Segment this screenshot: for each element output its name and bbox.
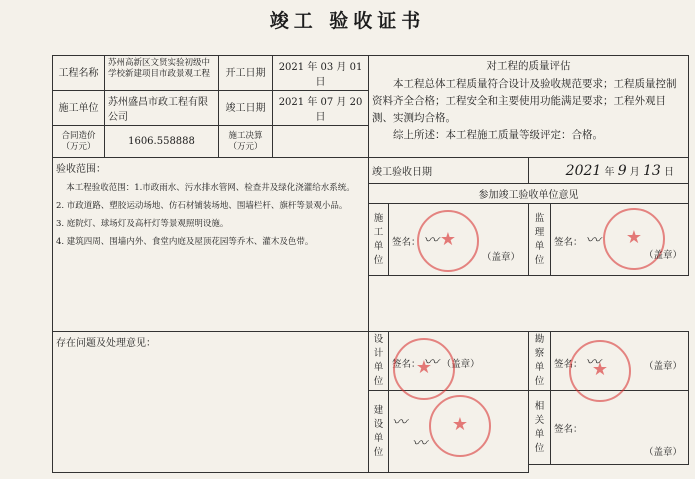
scope-item-2: 2. 市政道路、塑胶运动场地、仿石材铺装场地、围墙栏杆、旗杆等景观小品。 — [56, 201, 348, 211]
survey-unit-signature: ★ 签名： 〰 （盖章） — [551, 332, 689, 391]
build-unit-signature — [389, 391, 529, 473]
builder-value: 苏州盛昌市政工程有限公司 — [105, 91, 219, 126]
acceptance-date-label: 竣工验收日期 — [369, 158, 529, 184]
design-unit-label: 设计单位 — [369, 332, 389, 391]
supervision-unit-label: 监理单位 — [529, 204, 551, 276]
finish-date-value: 2021 年 07 月 20 日 — [273, 91, 369, 126]
scope-item-3: 3. 庭院灯、球场灯及高杆灯等景观照明设施。 — [56, 219, 229, 229]
issues-cell — [53, 332, 369, 473]
related-unit-label: 相关单位 — [529, 391, 551, 465]
contract-cost-label: 合同造价（万元） — [53, 126, 105, 158]
quality-paragraph-1: 本工程总体工程质量符合设计及验收规范要求；工程质量控制资料齐全合格；工程安全和主要使用功能满足要求；工程外观目测、实测均合格。 — [372, 78, 677, 124]
supervision-unit-signature: ★ 签名： 〰 （盖章） — [551, 204, 689, 276]
construction-unit-signature: ★ 签名： 〰 （盖章） — [389, 204, 529, 276]
finish-date-label: 竣工日期 — [219, 91, 273, 126]
scope-item-4: 4. 建筑四周、围墙内外、食堂内庭及屋顶花园等乔木、灌木及色带。 — [56, 237, 314, 247]
construction-signature: 〰 — [423, 231, 439, 249]
project-name-label: 工程名称 — [53, 56, 105, 91]
acceptance-year: 2021 — [565, 162, 602, 179]
build-unit-label: 建设单位 — [369, 391, 389, 473]
acceptance-certificate-table — [52, 55, 689, 473]
builder-label: 施工单位 — [53, 91, 105, 126]
build-signature-2: 〰 — [412, 433, 428, 452]
quality-assessment-cell — [369, 56, 689, 158]
design-unit-signature: ★ 签名： 〰 （盖章） — [389, 332, 529, 391]
start-date-label: 开工日期 — [219, 56, 273, 91]
survey-unit-label: 勘察单位 — [529, 332, 551, 391]
contract-cost-value: 1606.558888 — [105, 126, 219, 158]
year-char: 年 — [604, 166, 615, 178]
day-char: 日 — [664, 166, 674, 178]
build-seal-icon — [429, 395, 491, 457]
issues-label: 存在问题及处理意见： — [56, 338, 156, 349]
page-title: 竣工 验收证书 — [269, 10, 426, 32]
settlement-label: 施工决算（万元） — [219, 126, 273, 158]
quality-paragraph-2: 综上所述：本工程施工质量等级评定：合格。 — [393, 129, 603, 141]
related-unit-signature: 签名： （盖章） — [551, 391, 689, 465]
month-char: 月 — [629, 166, 640, 178]
quality-title: 对工程的质量评估 — [486, 60, 571, 72]
scope-item-1: 本工程验收范围：1.市政雨水、污水排水管网、检查井及绿化浇灌给水系统。 — [66, 183, 355, 193]
scope-cell — [53, 158, 369, 332]
acceptance-date-value — [529, 158, 689, 184]
scope-label: 验收范围： — [56, 164, 106, 175]
acceptance-month: 9 — [617, 162, 627, 179]
survey-signature: 〰 — [585, 352, 601, 371]
project-name-value: 苏州高新区文贤实验初级中学校新建项目市政景观工程 — [105, 56, 219, 91]
construction-unit-label: 施工单位 — [369, 204, 389, 276]
participants-title: 参加竣工验收单位意见 — [369, 184, 689, 204]
build-signature-1: 〰 — [392, 412, 408, 431]
supervision-signature: 〰 — [585, 231, 601, 249]
start-date-value: 2021 年 03 月 01 日 — [273, 56, 369, 91]
design-signature: 〰 — [423, 352, 439, 371]
acceptance-day: 13 — [642, 162, 661, 179]
settlement-value — [273, 126, 369, 158]
